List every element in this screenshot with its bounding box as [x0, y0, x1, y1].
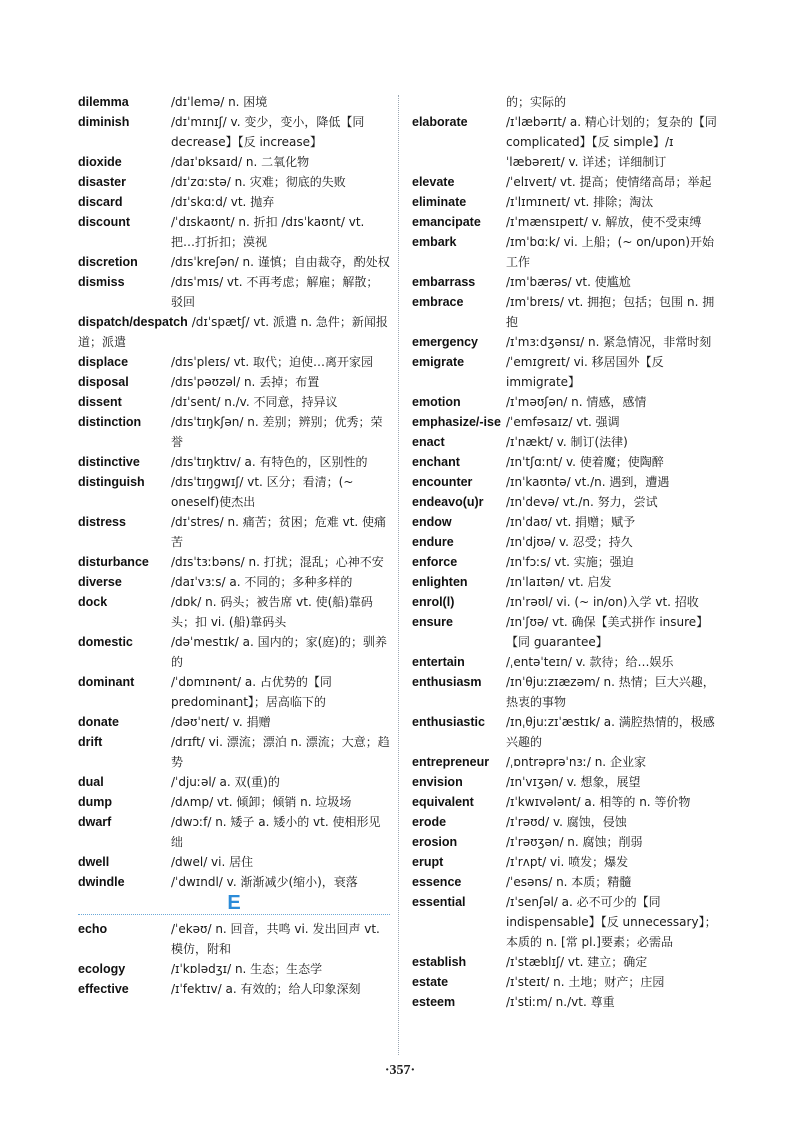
dictionary-entry: [412, 272, 722, 292]
definition: /ɪˈsenʃəl/ a. 必不可少的【同 indispensable】【反 unnecessary】；本质的 n. [常 pl.]要素；必需品: [506, 895, 717, 949]
dictionary-entry: [412, 392, 722, 412]
headword: ensure: [412, 615, 453, 629]
dictionary-entry: [78, 272, 390, 312]
section-header: [78, 892, 390, 915]
dictionary-entry: [412, 292, 722, 332]
headword: entrepreneur: [412, 755, 490, 769]
headword: distinction: [78, 415, 142, 429]
dictionary-entry: [78, 252, 390, 272]
definition: /ˈemɪgreɪt/ vi. 移居国外【反 immigrate】: [506, 355, 664, 389]
headword: dwindle: [78, 875, 125, 889]
dictionary-entry: [78, 352, 390, 372]
headword: discount: [78, 215, 131, 229]
headword: displace: [78, 355, 129, 369]
dictionary-entry: [78, 152, 390, 172]
dictionary-entry: [412, 792, 722, 812]
definition: /ɪˈrəʊd/ v. 腐蚀，侵蚀: [506, 815, 627, 829]
dictionary-entry: [412, 192, 722, 212]
definition: /dɪˈstres/ n. 痛苦；贫困；危难 vt. 使痛苦: [171, 515, 387, 549]
dictionary-entry: [412, 212, 722, 232]
dictionary-entry: [412, 972, 722, 992]
definition: /ɪnˈθjuːzɪæzəm/ n. 热情；巨大兴趣，热衷的事物: [506, 675, 715, 709]
headword: estate: [412, 975, 449, 989]
definition: /ɪnˈdevə/ vt./n. 努力，尝试: [506, 495, 658, 509]
headword: dump: [78, 795, 113, 809]
dictionary-entry: [78, 852, 390, 872]
dictionary-entry: [78, 512, 390, 552]
dictionary-entry: [412, 872, 722, 892]
definition: /dɪsˈtɪŋkʃən/ n. 差别；辨别；优秀；荣誉: [171, 415, 383, 449]
section-letter: E: [227, 892, 241, 914]
dictionary-entry: [412, 572, 722, 592]
dictionary-entry: [412, 952, 722, 972]
dictionary-entry: [78, 792, 390, 812]
dictionary-entry: [78, 979, 390, 999]
headword: enthusiasm: [412, 675, 482, 689]
dictionary-entry: [412, 332, 722, 352]
definition: /ˈdjuːəl/ a. 双(重)的: [171, 775, 280, 789]
headword: dual: [78, 775, 104, 789]
dictionary-entry: [78, 959, 390, 979]
dictionary-entry: [412, 812, 722, 832]
headword: dwarf: [78, 815, 112, 829]
headword: elaborate: [412, 115, 468, 129]
definition: /dɒk/ n. 码头；被告席 vt. 使(船)靠码头；扣 vi. (船)靠码头: [171, 595, 373, 629]
dictionary-entry: [412, 432, 722, 452]
headword: emancipate: [412, 215, 481, 229]
headword: discard: [78, 195, 123, 209]
definition: /ˌentəˈteɪn/ v. 款待；给…娱乐: [506, 655, 674, 669]
definition: /ɪnˈʃʊə/ vt. 确保【美式拼作 insure】【同 guarantee】: [506, 615, 709, 649]
definition: /ɪˈnækt/ v. 制订(法律): [506, 435, 628, 449]
headword: emergency: [412, 335, 479, 349]
dictionary-entry: [78, 919, 390, 959]
headword: disaster: [78, 175, 126, 189]
headword: embrace: [412, 295, 464, 309]
dictionary-entry: [78, 872, 390, 892]
definition: /dɪsˈmɪs/ vt. 不再考虑；解雇；解散；驳回: [171, 275, 379, 309]
definition: /ɪmˈbreɪs/ vt. 拥抱；包括；包围 n. 拥抱: [506, 295, 715, 329]
headword: embark: [412, 235, 457, 249]
headword: dwell: [78, 855, 110, 869]
definition: /ɪˈlæbərɪt/ a. 精心计划的；复杂的【同 complicated】【反 simple】/ɪˈlæbəreɪt/ v. 详述；详细制订: [506, 115, 717, 169]
dictionary-entry: [78, 372, 390, 392]
definition: /dɪsˈtɪŋgwɪʃ/ vt. 区分；看清；(~ oneself)使杰出: [171, 475, 354, 509]
dictionary-entry: [78, 452, 390, 472]
definition: /dɪˈmɪnɪʃ/ v. 变少，变小，降低【同 decrease】【反 increase】: [171, 115, 365, 149]
dictionary-entry: [78, 552, 390, 572]
dictionary-entry: [78, 92, 390, 112]
dictionary-entry: [412, 352, 722, 392]
headword: esteem: [412, 995, 456, 1009]
dictionary-entry: [78, 392, 390, 412]
definition: /daɪˈɒksaɪd/ n. 二氧化物: [171, 155, 310, 169]
definition: /ɪnˈdjʊə/ v. 忍受；持久: [506, 535, 633, 549]
headword: discretion: [78, 255, 138, 269]
definition: /ˈdɪskaʊnt/ n. 折扣 /dɪsˈkaʊnt/ vt. 把…打折扣；漠视: [171, 215, 365, 249]
definition: /ɪmˈbærəs/ vt. 使尴尬: [506, 275, 631, 289]
headword: distinctive: [78, 455, 140, 469]
headword: dismiss: [78, 275, 125, 289]
column-divider: [398, 95, 399, 1055]
headword: dominant: [78, 675, 135, 689]
headword: essence: [412, 875, 462, 889]
dictionary-entry: [78, 412, 390, 452]
definition: /ɪnˈdaʊ/ vt. 捐赠；赋予: [506, 515, 636, 529]
headword: enlighten: [412, 575, 468, 589]
headword: encounter: [412, 475, 473, 489]
headword: ecology: [78, 962, 126, 976]
headword: diverse: [78, 575, 122, 589]
definition: /ɪˈstiːm/ n./vt. 尊重: [506, 995, 615, 1009]
dictionary-entry: [412, 232, 722, 272]
headword: entertain: [412, 655, 465, 669]
headword: envision: [412, 775, 463, 789]
definition: /ɪˈkwɪvələnt/ a. 相等的 n. 等价物: [506, 795, 691, 809]
headword: endure: [412, 535, 454, 549]
dictionary-entry: [78, 112, 390, 152]
definition: /ˈesəns/ n. 本质；精髓: [506, 875, 632, 889]
headword: drift: [78, 735, 103, 749]
headword: erode: [412, 815, 447, 829]
definition: /dɪˈlemə/ n. 困境: [171, 95, 268, 109]
dictionary-entry: [412, 852, 722, 872]
dictionary-entry: [412, 832, 722, 852]
definition: /dəˈmestɪk/ a. 国内的；家(庭)的；驯养的: [171, 635, 387, 669]
headword: domestic: [78, 635, 133, 649]
dictionary-entry: [412, 512, 722, 532]
dictionary-entry: [78, 192, 390, 212]
headword: elevate: [412, 175, 455, 189]
dictionary-entry: [412, 612, 722, 652]
headword: disposal: [78, 375, 129, 389]
definition: /dɪˈskɑːd/ vt. 抛弃: [171, 195, 275, 209]
dictionary-entry: [412, 592, 722, 612]
headword: dilemma: [78, 95, 129, 109]
dictionary-entry: [78, 572, 390, 592]
dictionary-entry: [412, 992, 722, 1012]
dictionary-entry: [78, 472, 390, 512]
headword: enthusiastic: [412, 715, 485, 729]
dictionary-entry: [78, 712, 390, 732]
definition: /ɪnˈfɔːs/ vt. 实施；强迫: [506, 555, 634, 569]
headword: equivalent: [412, 795, 474, 809]
headword: essential: [412, 895, 466, 909]
definition: 的；实际的: [506, 95, 567, 109]
dictionary-entry: [412, 672, 722, 712]
headword: enforce: [412, 555, 458, 569]
dictionary-entry: [78, 772, 390, 792]
definition: /dɪsˈkreʃən/ n. 谨慎；自由裁夺，酌处权: [171, 255, 390, 269]
headword: embarrass: [412, 275, 476, 289]
definition: /ˌɒntrəprəˈnɜː/ n. 企业家: [506, 755, 646, 769]
headword: echo: [78, 922, 108, 936]
headword: enchant: [412, 455, 460, 469]
definition: /ɪnˈlaɪtən/ vt. 启发: [506, 575, 612, 589]
headword: dioxide: [78, 155, 122, 169]
definition: /ɪˈrʌpt/ vi. 喷发；爆发: [506, 855, 629, 869]
right-column: [412, 92, 722, 1012]
headword: distinguish: [78, 475, 145, 489]
dictionary-entry: [78, 312, 390, 352]
headword: enact: [412, 435, 445, 449]
definition: /ɪˈlɪmɪneɪt/ vt. 排除；淘汰: [506, 195, 654, 209]
headword: effective: [78, 982, 129, 996]
definition: /ɪˈkɒlədʒɪ/ n. 生态；生态学: [171, 962, 323, 976]
dictionary-entry: [78, 732, 390, 772]
dictionary-entry: [412, 172, 722, 192]
definition: /ˈelɪveɪt/ vt. 提高；使情绪高昂；举起: [506, 175, 712, 189]
definition: /ɪˈrəʊʒən/ n. 腐蚀；削弱: [506, 835, 643, 849]
definition: /dɪˈspætʃ/ vt. 派遣 n. 急件；新闻报道；派遣: [78, 315, 388, 349]
definition: /ɪnˈrəʊl/ vi. (~ in/on)入学 vt. 招收: [506, 595, 699, 609]
definition: /dɪsˈpəʊzəl/ n. 丢掉；布置: [171, 375, 320, 389]
headword: erupt: [412, 855, 444, 869]
definition: /dɪˈsent/ n./v. 不同意，持异议: [171, 395, 338, 409]
headword: dispatch/despatch: [78, 315, 188, 329]
dictionary-entry: [78, 632, 390, 672]
definition: /daɪˈvɜːs/ a. 不同的；多种多样的: [171, 575, 353, 589]
definition: /dɪˈzɑːstə/ n. 灾难；彻底的失败: [171, 175, 346, 189]
definition: /dɪsˈpleɪs/ vt. 取代；迫使…离开家园: [171, 355, 374, 369]
dictionary-entry: [78, 812, 390, 852]
definition: /ɪˈstæblɪʃ/ vt. 建立；确定: [506, 955, 648, 969]
definition: /ɪˈməʊʃən/ n. 情感，感情: [506, 395, 647, 409]
definition: /ɪˈsteɪt/ n. 土地；财产；庄园: [506, 975, 665, 989]
dictionary-entry: [412, 92, 722, 112]
dictionary-entry: [412, 752, 722, 772]
definition: /ɪnˈkaʊntə/ vt./n. 遇到，遭遇: [506, 475, 670, 489]
headword: disturbance: [78, 555, 149, 569]
dictionary-entry: [412, 712, 722, 752]
headword: distress: [78, 515, 126, 529]
definition: /dɪsˈtɜːbəns/ n. 打扰；混乱；心神不安: [171, 555, 384, 569]
dictionary-entry: [412, 472, 722, 492]
left-column: [78, 92, 390, 999]
dictionary-entry: [412, 772, 722, 792]
definition: /dʌmp/ vt. 倾卸；倾销 n. 垃圾场: [171, 795, 352, 809]
definition: /dəʊˈneɪt/ v. 捐赠: [171, 715, 271, 729]
headword: dock: [78, 595, 108, 609]
dictionary-entry: [412, 652, 722, 672]
headword: endeavo(u)r: [412, 495, 484, 509]
dictionary-entry: [78, 592, 390, 632]
headword: establish: [412, 955, 467, 969]
dictionary-entry: [412, 112, 722, 172]
definition: /dwel/ vi. 居住: [171, 855, 254, 869]
dictionary-entry: [412, 452, 722, 472]
definition: /ˈekəʊ/ n. 回音，共鸣 vi. 发出回声 vt. 模仿，附和: [171, 922, 380, 956]
definition: /dɪsˈtɪŋktɪv/ a. 有特色的，区别性的: [171, 455, 368, 469]
definition: /ɪnˈtʃɑːnt/ v. 使着魔；使陶醉: [506, 455, 664, 469]
definition: /drɪft/ vi. 漂流；漂泊 n. 漂流；大意；趋势: [171, 735, 390, 769]
dictionary-entry: [78, 212, 390, 252]
definition: /ˈemfəsaɪz/ vt. 强调: [506, 415, 620, 429]
headword: erosion: [412, 835, 458, 849]
dictionary-entry: [78, 672, 390, 712]
page-number: ·357·: [384, 1063, 416, 1078]
headword: endow: [412, 515, 452, 529]
definition: /ɪˈmænsɪpeɪt/ v. 解放，使不受束缚: [506, 215, 702, 229]
headword: diminish: [78, 115, 130, 129]
headword: emigrate: [412, 355, 465, 369]
definition: /ɪnˈvɪʒən/ v. 想象，展望: [506, 775, 641, 789]
definition: /ɪˈfektɪv/ a. 有效的；给人印象深刻: [171, 982, 361, 996]
headword: emotion: [412, 395, 461, 409]
headword: eliminate: [412, 195, 467, 209]
definition: /ˈdɒmɪnənt/ a. 占优势的【同 predominant】；居高临下的: [171, 675, 332, 709]
definition: /dwɔːf/ n. 矮子 a. 矮小的 vt. 使相形见绌: [171, 815, 381, 849]
dictionary-entry: [78, 172, 390, 192]
dictionary-entry: [412, 892, 722, 952]
headword: emphasize/-ise: [412, 415, 501, 429]
definition: /ɪˈmɜːdʒənsɪ/ n. 紧急情况，非常时刻: [506, 335, 712, 349]
definition: /ɪmˈbɑːk/ vi. 上船；(~ on/upon)开始工作: [506, 235, 715, 269]
dictionary-entry: [412, 492, 722, 512]
definition: /ˈdwɪndl/ v. 渐渐减少(缩小)，衰落: [171, 875, 358, 889]
headword: donate: [78, 715, 119, 729]
dictionary-entry: [412, 532, 722, 552]
dictionary-entry: [412, 552, 722, 572]
headword: enrol(l): [412, 595, 455, 609]
headword: dissent: [78, 395, 122, 409]
dictionary-entry: [412, 412, 722, 432]
definition: /ɪnˌθjuːzɪˈæstɪk/ a. 满腔热情的，极感兴趣的: [506, 715, 715, 749]
